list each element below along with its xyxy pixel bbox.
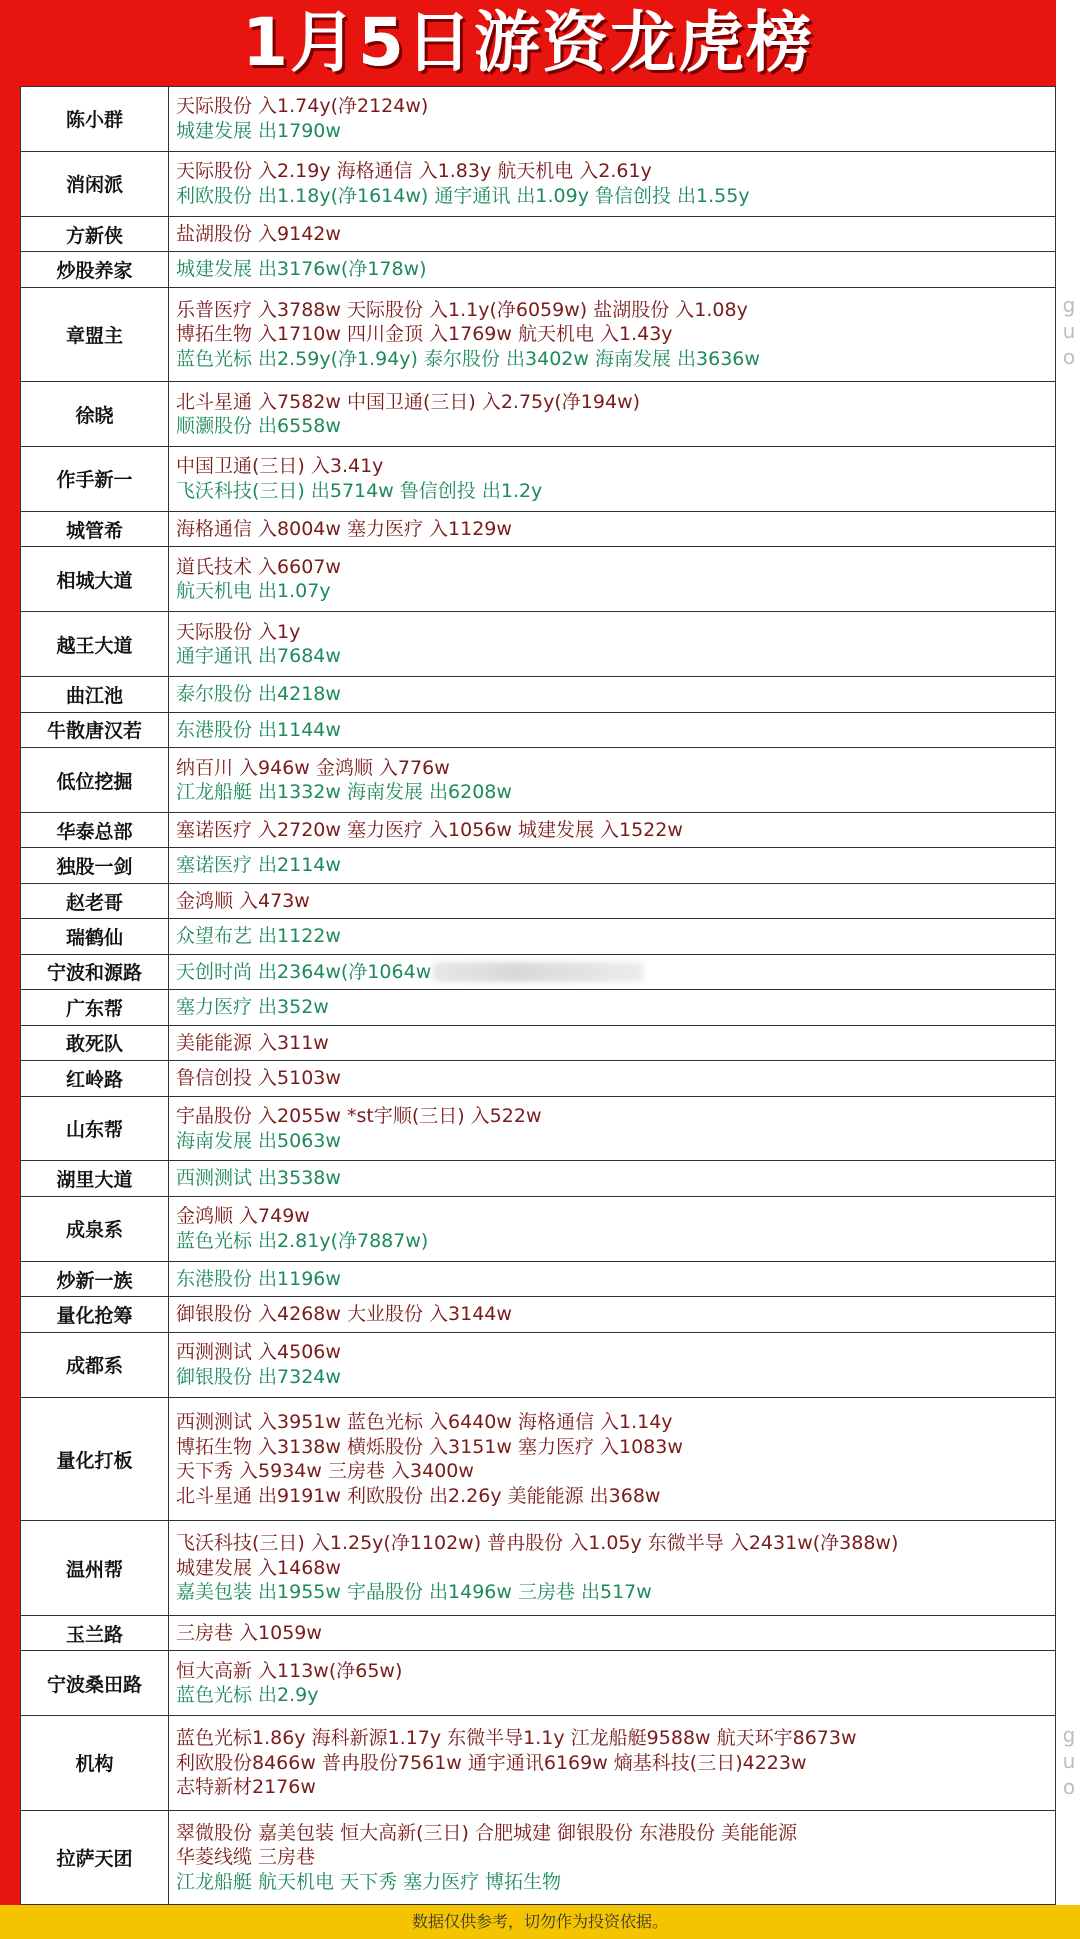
trade-line-buy bbox=[176, 620, 1051, 645]
trader-name: 玉兰路 bbox=[21, 1615, 169, 1650]
trader-name: 成泉系 bbox=[21, 1196, 169, 1261]
trader-name: 作手新一 bbox=[21, 446, 169, 511]
trade-line-buy bbox=[176, 889, 1051, 914]
trader-name: 赵老哥 bbox=[21, 883, 169, 918]
table-row bbox=[21, 1397, 1056, 1521]
trade-line-sell bbox=[176, 780, 1051, 805]
trade-line-sell bbox=[176, 257, 1051, 282]
trade-text: 蓝色光标 出2.9y bbox=[176, 1684, 319, 1707]
table-row bbox=[21, 511, 1056, 546]
table-row bbox=[21, 1096, 1056, 1161]
trade-text: 金鸿顺 入473w bbox=[176, 889, 310, 912]
trade-text: 中国卫通(三日) 入3.41y bbox=[176, 455, 384, 478]
trade-line-buy bbox=[176, 756, 1051, 781]
trade-text: 城建发展 出1790w bbox=[176, 119, 341, 142]
trader-name: 独股一剑 bbox=[21, 848, 169, 883]
table-row bbox=[21, 1061, 1056, 1096]
table-row bbox=[21, 848, 1056, 883]
table-row bbox=[21, 252, 1056, 287]
trade-line-buy bbox=[176, 555, 1051, 580]
trade-line-buy bbox=[176, 1340, 1051, 1365]
side-watermark-letter: o bbox=[1062, 1775, 1076, 1799]
trade-text: 西测测试 出3538w bbox=[176, 1167, 341, 1190]
trade-details bbox=[169, 382, 1056, 447]
trade-details bbox=[169, 216, 1056, 251]
trade-text: 天创时尚 出2364w(净1064w bbox=[176, 960, 432, 983]
trade-details bbox=[169, 677, 1056, 712]
trader-name: 曲江池 bbox=[21, 677, 169, 712]
trade-line-buy bbox=[176, 94, 1051, 119]
trade-text: 城建发展 入1468w bbox=[176, 1556, 341, 1579]
trade-text: 城建发展 出3176w(净178w) bbox=[176, 258, 427, 281]
trade-text: 北斗星通 出9191w 利欧股份 出2.26y 美能能源 出368w bbox=[176, 1484, 661, 1507]
table-row bbox=[21, 712, 1056, 747]
trade-text: 天际股份 入1.74y(净2124w) bbox=[176, 95, 429, 118]
trade-line-buy bbox=[176, 1410, 1051, 1435]
trade-details bbox=[169, 151, 1056, 216]
table-row bbox=[21, 677, 1056, 712]
table-row bbox=[21, 883, 1056, 918]
trade-details bbox=[169, 1025, 1056, 1060]
trade-line-buy bbox=[176, 1104, 1051, 1129]
trade-line-sell bbox=[176, 682, 1051, 707]
trader-name: 宁波桑田路 bbox=[21, 1651, 169, 1716]
trade-text: 天下秀 入5934w 三房巷 入3400w bbox=[176, 1460, 474, 1483]
trade-line-buy bbox=[176, 818, 1051, 843]
trade-details bbox=[169, 1261, 1056, 1296]
trade-details bbox=[169, 1196, 1056, 1261]
table-row bbox=[21, 954, 1056, 989]
trade-line-sell bbox=[176, 1166, 1051, 1191]
trade-line-buy bbox=[176, 159, 1051, 184]
trade-line-buy bbox=[176, 1726, 1051, 1751]
trade-text: 嘉美包装 出1955w 宇晶股份 出1496w 三房巷 出517w bbox=[176, 1581, 652, 1604]
trade-text: 众望布艺 出1122w bbox=[176, 925, 341, 948]
trade-text: 航天机电 出1.07y bbox=[176, 580, 331, 603]
trade-line-buy bbox=[176, 454, 1051, 479]
trade-line-sell bbox=[176, 184, 1051, 209]
trade-line-sell bbox=[176, 1683, 1051, 1708]
trader-name: 消闲派 bbox=[21, 151, 169, 216]
trader-name: 量化打板 bbox=[21, 1397, 169, 1521]
trade-text: 翠微股份 嘉美包装 恒大高新(三日) 合肥城建 御银股份 东港股份 美能能源 bbox=[176, 1821, 798, 1844]
trader-name: 拉萨天团 bbox=[21, 1810, 169, 1905]
table-row bbox=[21, 151, 1056, 216]
trader-name: 广东帮 bbox=[21, 990, 169, 1025]
table-row bbox=[21, 1521, 1056, 1615]
blurred-redaction bbox=[433, 962, 643, 982]
trade-details bbox=[169, 990, 1056, 1025]
trade-text: 利欧股份8466w 普冉股份7561w 通宇通讯6169w 熵基科技(三日)4223w bbox=[176, 1751, 807, 1774]
trade-details bbox=[169, 1061, 1056, 1096]
ranking-table bbox=[20, 86, 1056, 1905]
trade-line-sell bbox=[176, 1129, 1051, 1154]
trade-line-buy bbox=[176, 1621, 1051, 1646]
trade-details bbox=[169, 812, 1056, 847]
trade-line-buy bbox=[176, 1459, 1051, 1484]
trade-line-buy bbox=[176, 1066, 1051, 1091]
trade-line-sell bbox=[176, 718, 1051, 743]
table-row bbox=[21, 748, 1056, 813]
trade-line-sell bbox=[176, 960, 1051, 985]
table-row bbox=[21, 87, 1056, 152]
trade-line-buy bbox=[176, 1845, 1051, 1870]
right-margin bbox=[1056, 0, 1080, 1939]
table-row bbox=[21, 382, 1056, 447]
table-row bbox=[21, 1297, 1056, 1332]
trade-text: 志特新材2176w bbox=[176, 1776, 316, 1799]
table-row bbox=[21, 446, 1056, 511]
trade-text: 泰尔股份 出4218w bbox=[176, 683, 341, 706]
trade-text: 博拓生物 入1710w 四川金顶 入1769w 航天机电 入1.43y bbox=[176, 323, 673, 346]
trade-line-buy bbox=[176, 322, 1051, 347]
trade-details bbox=[169, 1297, 1056, 1332]
trade-line-buy bbox=[176, 1031, 1051, 1056]
trade-text: 鲁信创投 入5103w bbox=[176, 1067, 341, 1090]
trade-text: 天际股份 入1y bbox=[176, 620, 301, 643]
trade-line-buy bbox=[176, 1531, 1051, 1556]
trader-name: 牛散唐汉若 bbox=[21, 712, 169, 747]
table-row bbox=[21, 990, 1056, 1025]
trade-text: 蓝色光标1.86y 海科新源1.17y 东微半导1.1y 江龙船艇9588w 航天环宇8673w bbox=[176, 1727, 857, 1750]
trade-details bbox=[169, 511, 1056, 546]
trader-name: 华泰总部 bbox=[21, 812, 169, 847]
trade-details bbox=[169, 1161, 1056, 1196]
trade-line-buy bbox=[176, 1659, 1051, 1684]
trade-text: 恒大高新 入113w(净65w) bbox=[176, 1659, 403, 1682]
trader-name: 山东帮 bbox=[21, 1096, 169, 1161]
trade-text: 美能能源 入311w bbox=[176, 1031, 329, 1054]
side-watermark-letter: u bbox=[1062, 1749, 1076, 1773]
trade-line-buy bbox=[176, 1751, 1051, 1776]
trade-details bbox=[169, 954, 1056, 989]
trade-details bbox=[169, 848, 1056, 883]
trade-text: 华菱线缆 三房巷 bbox=[176, 1846, 316, 1868]
trade-line-buy bbox=[176, 1556, 1051, 1581]
trade-details bbox=[169, 1615, 1056, 1650]
trade-text: 金鸿顺 入749w bbox=[176, 1205, 310, 1228]
trade-details bbox=[169, 748, 1056, 813]
trade-text: 塞诺医疗 入2720w 塞力医疗 入1056w 城建发展 入1522w bbox=[176, 818, 683, 841]
ranking-table-container bbox=[20, 86, 1056, 1905]
trade-line-buy bbox=[176, 1775, 1051, 1800]
trade-line-sell bbox=[176, 347, 1051, 372]
trade-details bbox=[169, 1521, 1056, 1615]
trade-line-buy bbox=[176, 517, 1051, 542]
trade-details bbox=[169, 712, 1056, 747]
trade-text: 东港股份 出1196w bbox=[176, 1267, 341, 1290]
trader-name: 宁波和源路 bbox=[21, 954, 169, 989]
trade-text: 东港股份 出1144w bbox=[176, 718, 341, 741]
trade-line-sell bbox=[176, 1229, 1051, 1254]
trade-text: 博拓生物 入3138w 横烁股份 入3151w 塞力医疗 入1083w bbox=[176, 1435, 683, 1458]
trade-text: 西测测试 入3951w 蓝色光标 入6440w 海格通信 入1.14y bbox=[176, 1411, 673, 1434]
side-watermark-letter: g bbox=[1062, 293, 1076, 317]
trade-details bbox=[169, 1096, 1056, 1161]
trader-name: 方新侠 bbox=[21, 216, 169, 251]
trade-details bbox=[169, 883, 1056, 918]
trader-name: 敢死队 bbox=[21, 1025, 169, 1060]
trade-line-sell bbox=[176, 644, 1051, 669]
trade-text: 利欧股份 出1.18y(净1614w) 通宇通讯 出1.09y 鲁信创投 出1.55y bbox=[176, 184, 750, 207]
trade-text: 盐湖股份 入9142w bbox=[176, 222, 341, 245]
trade-line-buy bbox=[176, 1435, 1051, 1460]
trade-line-buy bbox=[176, 1821, 1051, 1846]
trade-details bbox=[169, 612, 1056, 677]
side-watermark-top bbox=[1060, 292, 1078, 370]
table-row bbox=[21, 1810, 1056, 1905]
trade-line-buy bbox=[176, 298, 1051, 323]
trader-name: 机构 bbox=[21, 1716, 169, 1810]
ranking-table-body bbox=[21, 87, 1056, 1905]
trade-line-buy bbox=[176, 222, 1051, 247]
table-row bbox=[21, 1332, 1056, 1397]
table-row bbox=[21, 812, 1056, 847]
table-row bbox=[21, 1161, 1056, 1196]
trade-line-sell bbox=[176, 119, 1051, 144]
trade-text: 塞力医疗 出352w bbox=[176, 996, 329, 1019]
trade-line-buy bbox=[176, 390, 1051, 415]
trade-line-sell bbox=[176, 579, 1051, 604]
trade-details bbox=[169, 1651, 1056, 1716]
table-row bbox=[21, 1615, 1056, 1650]
trade-text: 海南发展 出5063w bbox=[176, 1129, 341, 1152]
trade-line-sell bbox=[176, 1267, 1051, 1292]
trade-text: 三房巷 入1059w bbox=[176, 1621, 322, 1644]
trade-line-sell bbox=[176, 995, 1051, 1020]
side-watermark-bottom bbox=[1060, 1722, 1078, 1800]
trade-details bbox=[169, 87, 1056, 152]
trader-name: 湖里大道 bbox=[21, 1161, 169, 1196]
trade-text: 御银股份 出7324w bbox=[176, 1365, 341, 1388]
trader-name: 相城大道 bbox=[21, 547, 169, 612]
trade-text: 西测测试 入4506w bbox=[176, 1341, 341, 1364]
trade-text: 蓝色光标 出2.81y(净7887w) bbox=[176, 1229, 429, 1252]
trade-details bbox=[169, 1716, 1056, 1810]
trader-name: 越王大道 bbox=[21, 612, 169, 677]
trade-text: 飞沃科技(三日) 出5714w 鲁信创投 出1.2y bbox=[176, 479, 543, 502]
trader-name: 红岭路 bbox=[21, 1061, 169, 1096]
trade-details bbox=[169, 547, 1056, 612]
trader-name: 低位挖掘 bbox=[21, 748, 169, 813]
trade-text: 天际股份 入2.19y 海格通信 入1.83y 航天机电 入2.61y bbox=[176, 160, 652, 183]
trade-details bbox=[169, 446, 1056, 511]
trade-line-sell bbox=[176, 414, 1051, 439]
trader-name: 成都系 bbox=[21, 1332, 169, 1397]
table-row bbox=[21, 612, 1056, 677]
trade-details bbox=[169, 252, 1056, 287]
trader-name: 炒新一族 bbox=[21, 1261, 169, 1296]
table-row bbox=[21, 1651, 1056, 1716]
trader-name: 炒股养家 bbox=[21, 252, 169, 287]
trade-text: 蓝色光标 出2.59y(净1.94y) 泰尔股份 出3402w 海南发展 出3636w bbox=[176, 347, 760, 370]
trade-details bbox=[169, 1810, 1056, 1905]
table-row bbox=[21, 1261, 1056, 1296]
trade-text: 御银股份 入4268w 大业股份 入3144w bbox=[176, 1303, 512, 1326]
trade-text: 顺灏股份 出6558w bbox=[176, 415, 341, 438]
table-row bbox=[21, 216, 1056, 251]
trader-name: 温州帮 bbox=[21, 1521, 169, 1615]
table-row bbox=[21, 1196, 1056, 1261]
trade-details bbox=[169, 1332, 1056, 1397]
trade-line-buy bbox=[176, 1484, 1051, 1509]
trader-name: 徐晓 bbox=[21, 382, 169, 447]
table-row bbox=[21, 1716, 1056, 1810]
trade-text: 纳百川 入946w 金鸿顺 入776w bbox=[176, 756, 450, 779]
trader-name: 量化抢筹 bbox=[21, 1297, 169, 1332]
trade-text: 乐普医疗 入3788w 天际股份 入1.1y(净6059w) 盐湖股份 入1.08y bbox=[176, 298, 748, 321]
page-title: 1月5日游资龙虎榜 bbox=[242, 4, 814, 81]
trade-text: 塞诺医疗 出2114w bbox=[176, 854, 341, 877]
table-row bbox=[21, 547, 1056, 612]
trade-line-sell bbox=[176, 924, 1051, 949]
trade-details bbox=[169, 287, 1056, 381]
trade-line-sell bbox=[176, 1365, 1051, 1390]
trade-text: 宇晶股份 入2055w *st宇顺(三日) 入522w bbox=[176, 1105, 542, 1128]
trade-line-sell bbox=[176, 479, 1051, 504]
trade-line-sell bbox=[176, 853, 1051, 878]
table-row bbox=[21, 1025, 1056, 1060]
trade-details bbox=[169, 1397, 1056, 1521]
trade-text: 江龙船艇 航天机电 天下秀 塞力医疗 博拓生物 bbox=[176, 1870, 562, 1893]
trader-name: 瑞鹤仙 bbox=[21, 919, 169, 954]
trade-line-sell bbox=[176, 1870, 1051, 1895]
footer-disclaimer: 数据仅供参考，切勿作为投资依据。 bbox=[411, 1912, 668, 1931]
table-row bbox=[21, 287, 1056, 381]
trade-text: 通宇通讯 出7684w bbox=[176, 645, 341, 668]
trader-name: 章盟主 bbox=[21, 287, 169, 381]
side-watermark-letter: g bbox=[1062, 1723, 1076, 1747]
side-watermark-letter: o bbox=[1062, 345, 1076, 369]
trade-text: 江龙船艇 出1332w 海南发展 出6208w bbox=[176, 781, 512, 803]
trade-line-buy bbox=[176, 1204, 1051, 1229]
trade-text: 北斗星通 入7582w 中国卫通(三日) 入2.75y(净194w) bbox=[176, 390, 641, 413]
trade-line-sell bbox=[176, 1580, 1051, 1605]
trader-name: 城管希 bbox=[21, 511, 169, 546]
side-watermark-letter: u bbox=[1062, 319, 1076, 343]
trade-text: 道氏技术 入6607w bbox=[176, 555, 341, 578]
trade-text: 海格通信 入8004w 塞力医疗 入1129w bbox=[176, 517, 512, 540]
trade-text: 飞沃科技(三日) 入1.25y(净1102w) 普冉股份 入1.05y 东微半导 入2431w(净388w) bbox=[176, 1532, 899, 1555]
table-row bbox=[21, 919, 1056, 954]
trade-line-buy bbox=[176, 1302, 1051, 1327]
trade-details bbox=[169, 919, 1056, 954]
trader-name: 陈小群 bbox=[21, 87, 169, 152]
